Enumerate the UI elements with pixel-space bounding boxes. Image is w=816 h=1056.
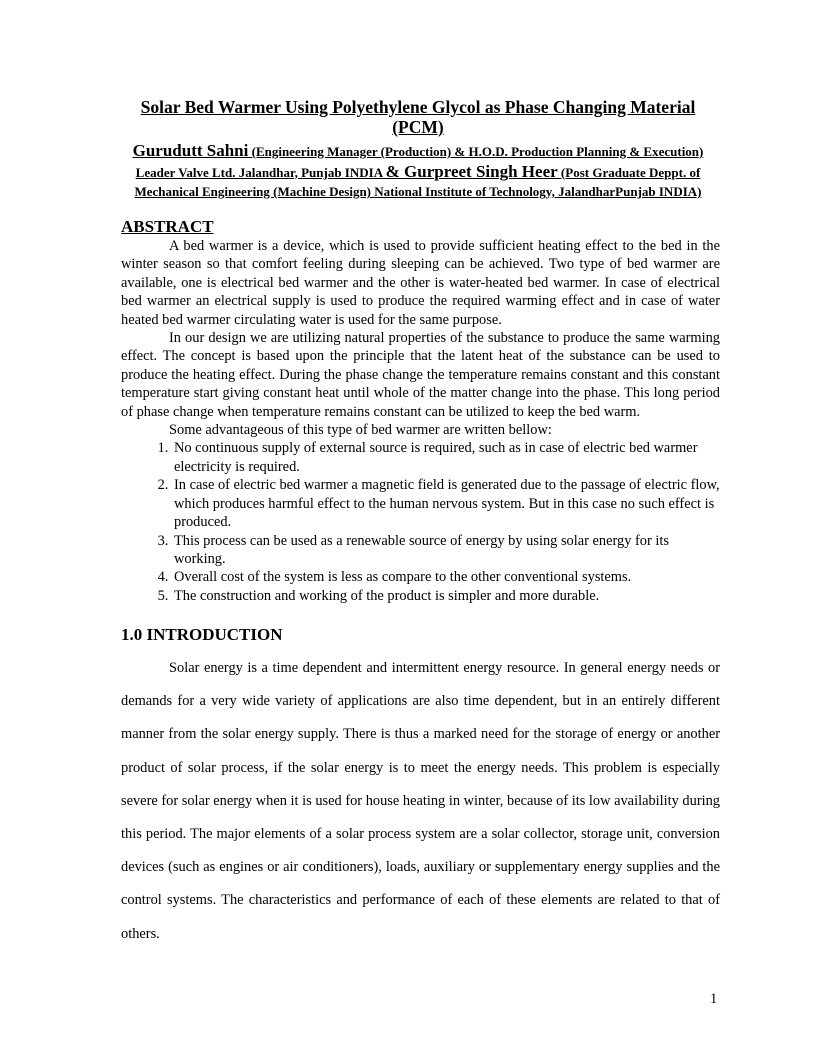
- abstract-heading: ABSTRACT: [121, 217, 214, 236]
- advantage-item: 2. In case of electric bed warmer a magnetic field is generated due to the passage of electric flow, which produces harmful effect to the human nervous system. But in this case no such effect is produced.: [172, 476, 720, 531]
- abstract-paragraph-2: In our design we are utilizing natural properties of the substance to produce the same warming effect. The concept is based upon the principle that the latent heat of the substance can be used to produce the heating effect. During the phase change the temperature remains constant and this constant temperature start giving constant heat until whole of the matter change into the phase. This long period of phase change when temperature remains constant can be utilized to keep the bed warm.: [121, 330, 720, 420]
- author-1-name: Gurudutt Sahni: [132, 141, 249, 160]
- author-conjunction: &: [385, 161, 405, 181]
- author-2-affiliation: (Post Graduate Deppt. of Mechanical Engineering (Machine Design) National Institute of Technology, JalandharPunjab INDIA): [134, 164, 702, 199]
- advantage-item: 5. The construction and working of the product is simpler and more durable.: [172, 587, 720, 605]
- author-1-affiliation: (Engineering Manager (Production) & H.O.D. Production Planning & Execution) Leader Valve Ltd. Jalandhar, Punjab INDIA: [135, 144, 704, 180]
- advantage-item: 4. Overall cost of the system is less as compare to the other conventional systems.: [172, 568, 720, 586]
- advantage-item: 1. No continuous supply of external source is required, such as in case of electric bed warmer electricity is required.: [172, 439, 720, 476]
- abstract-body: [121, 237, 720, 605]
- advantages-list: [121, 439, 720, 605]
- author-2-name: Gurpreet Singh Heer: [404, 161, 558, 181]
- introduction-paragraph: Solar energy is a time dependent and intermittent energy resource. In general energy needs or demands for a very wide variety of applications are also time dependent, but in an entirely different manner from the solar energy supply. There is thus a marked need for the storage of energy or another product of solar process, if the solar energy is to meet the energy needs. This problem is especially severe for solar energy when it is used for house heating in winter, because of its low availability during this period. The major elements of a solar process system are a solar collector, storage unit, conversion devices (such as engines or air conditioners), loads, auxiliary or supplementary energy supplies and the control systems. The characteristics and performance of each of these elements are related to that of others.: [121, 660, 721, 942]
- abstract-paragraph-3: Some advantageous of this type of bed warmer are written bellow:: [169, 422, 552, 439]
- author-block: [118, 141, 718, 202]
- page-number: 1: [710, 991, 718, 1007]
- paper-title: Solar Bed Warmer Using Polyethylene Glycol as Phase Changing Material (PCM): [140, 97, 696, 137]
- introduction-heading: 1.0 INTRODUCTION: [121, 625, 283, 644]
- abstract-paragraph-1: A bed warmer is a device, which is used to provide sufficient heating effect to the bed in the winter season so that comfort feeling during sleeping can be achieved. Two type of bed warmer are available, one is electrical bed warmer and the other is water-heated bed warmer. In case of electrical bed warmer an electrical supply is used to produce the required warming effect and in case of water heated bed warmer circulating water is used for the same purpose.: [121, 238, 720, 328]
- advantage-item: 3. This process can be used as a renewable source of energy by using solar energy for its working.: [172, 532, 720, 569]
